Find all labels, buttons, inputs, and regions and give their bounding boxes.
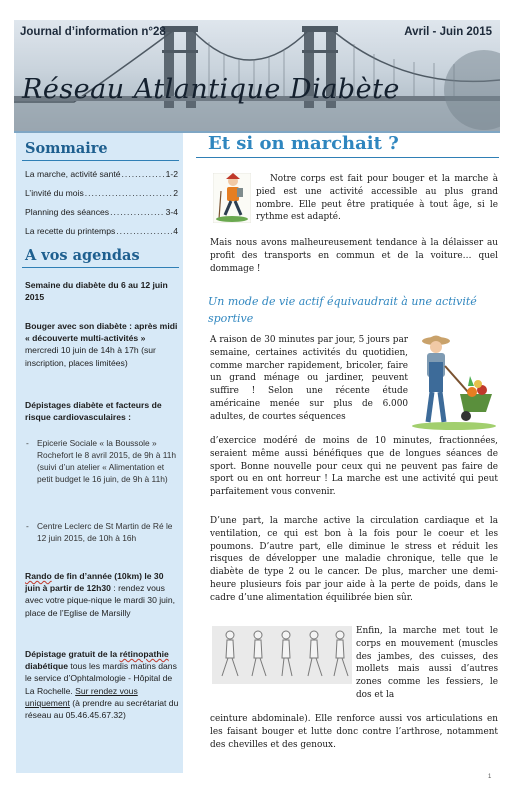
toc-item-page: 4 (173, 226, 178, 236)
walkers-illustration (212, 626, 352, 684)
page-number: 1 (488, 774, 492, 780)
sidebar (16, 133, 183, 773)
gardener-illustration (410, 332, 498, 432)
agenda-event-rando: Rando de fin d’année (10km) le 30 juin à partir de 12h30 : rendez vous avec votre pique-nique le mardi 30 juin, place de l’Eglise de Marsilly (25, 571, 176, 618)
paragraph-whole-body: Enfin, la marche met tout le corps en mouvement (muscles des jambes, des cuisses, des mollets mais aussi d’autres zones comme les fessiers, le dos et la (356, 626, 498, 700)
agenda-event-bouger: Bouger avec son diabète : après midi « découverte multi-activités » mercredi 10 juin de 14h à 17h (sur inscription, places limitées) (25, 321, 178, 368)
sommaire-heading: Sommaire (25, 140, 108, 157)
toc-item-label: L’invité du mois (25, 188, 84, 198)
sommaire-divider (22, 160, 179, 161)
article-title-divider (196, 157, 499, 158)
issue-period: Avril - Juin 2015 (404, 26, 492, 38)
toc-item[interactable] (25, 188, 178, 198)
hiker-illustration (213, 173, 251, 223)
article-subheading: Un mode de vie actif équivaudrait à une activité sportive (208, 295, 477, 325)
agenda-heading: A vos agendas (25, 247, 140, 264)
article-title: Et si on marchait ? (208, 133, 399, 154)
toc-item-page: 3-4 (165, 207, 178, 217)
agenda-bullet-boussole: - Epicerie Sociale « la Boussole » Rochefort le 8 avril 2015, de 9h à 11h (suivi d’un atelier « Alimentation et petit budget le 16 juin, de 9h à 11h) (26, 438, 177, 484)
toc-item[interactable] (25, 169, 178, 179)
newsletter-title: Réseau Atlantique Diabète (22, 74, 400, 105)
appointment-note: Sur rendez vous uniquement (25, 685, 138, 708)
toc-item-label: Planning des séances (25, 207, 110, 217)
toc-item[interactable] (25, 226, 178, 236)
paragraph-joints: ceinture abdominale). Elle renforce aussi vos articulations en les faisant bouger et lutte donc contre l’arthrose, notamment des chevilles et des genoux. (210, 714, 498, 750)
diabetes-week: Semaine du diabète du 6 au 12 juin 2015 (25, 280, 168, 303)
toc-item-page: 1-2 (165, 169, 178, 179)
journal-number: Journal d’information n°28 (20, 26, 166, 38)
agenda-bullet-leclerc: - Centre Leclerc de St Martin de Ré le 12 juin 2015, de 10h à 16h (26, 521, 173, 543)
toc-item[interactable] (25, 207, 178, 217)
toc-item-label: La marche, activité santé (25, 169, 121, 179)
masthead-banner (14, 20, 500, 132)
paragraph-daily-activity: A raison de 30 minutes par jour, 5 jours par semaine, certaines activités du quotidien, comme marcher rapidement, bricoler, faire un grand ménage ou jardiner, peuvent suffire ! Selon une récente étude américaine menée sur plus de 6.000 adultes, de courtes séquences (210, 335, 408, 422)
agenda-divider (22, 267, 179, 268)
paragraph-short-sessions: d’exercice modéré de moins de 10 minutes, fractionnées, seraient même aussi bénéfiques que de longues séances de sport. Bonne nouvelle pour ceux qui ne peuvent pas faire de sport ou en ont horreur ! La marche est une activité qui peut parfaitement vous convenir. (210, 436, 498, 498)
paragraph-transport: Mais nous avons malheureusement tendance à la délaisser au profit des transports en commun et de la voiture… quel dommage ! (210, 238, 498, 274)
paragraph-benefits: D’une part, la marche active la circulation cardiaque et la ventilation, ce qui est bon à la fois pour le coeur et les poumons. D’autre part, elle diminue le stress et réduit les risques de développer une maladie chronique, telle que le diabète de type 2 ou le cancer. De plus, marcher une demi-heure plusieurs fois par jour aide à la perte de poids, dans le cadre d’une alimentation équilibrée bien sûr. (210, 516, 498, 603)
agenda-event-retinopathie: Dépistage gratuit de la rétinopathie diabétique tous les mardis matins dans le service d’Ophtalmologie - Hôpital de La Rochelle. Sur rendez vous uniquement (à prendre au secrétariat du réseau au 05.46.45.67.32) (25, 649, 179, 721)
toc-item-page: 2 (173, 188, 178, 198)
toc-item-label: La recette du printemps (25, 226, 116, 236)
intro-paragraph: Notre corps est fait pour bouger et la marche à pied est une activité accessible au plus grand nombre. Elle peut être pratiquée à tout âge, si le rythme est adapté. (256, 174, 498, 223)
agenda-event-depistage: Dépistages diabète et facteurs de risque cardiovasculaires : (25, 400, 162, 423)
